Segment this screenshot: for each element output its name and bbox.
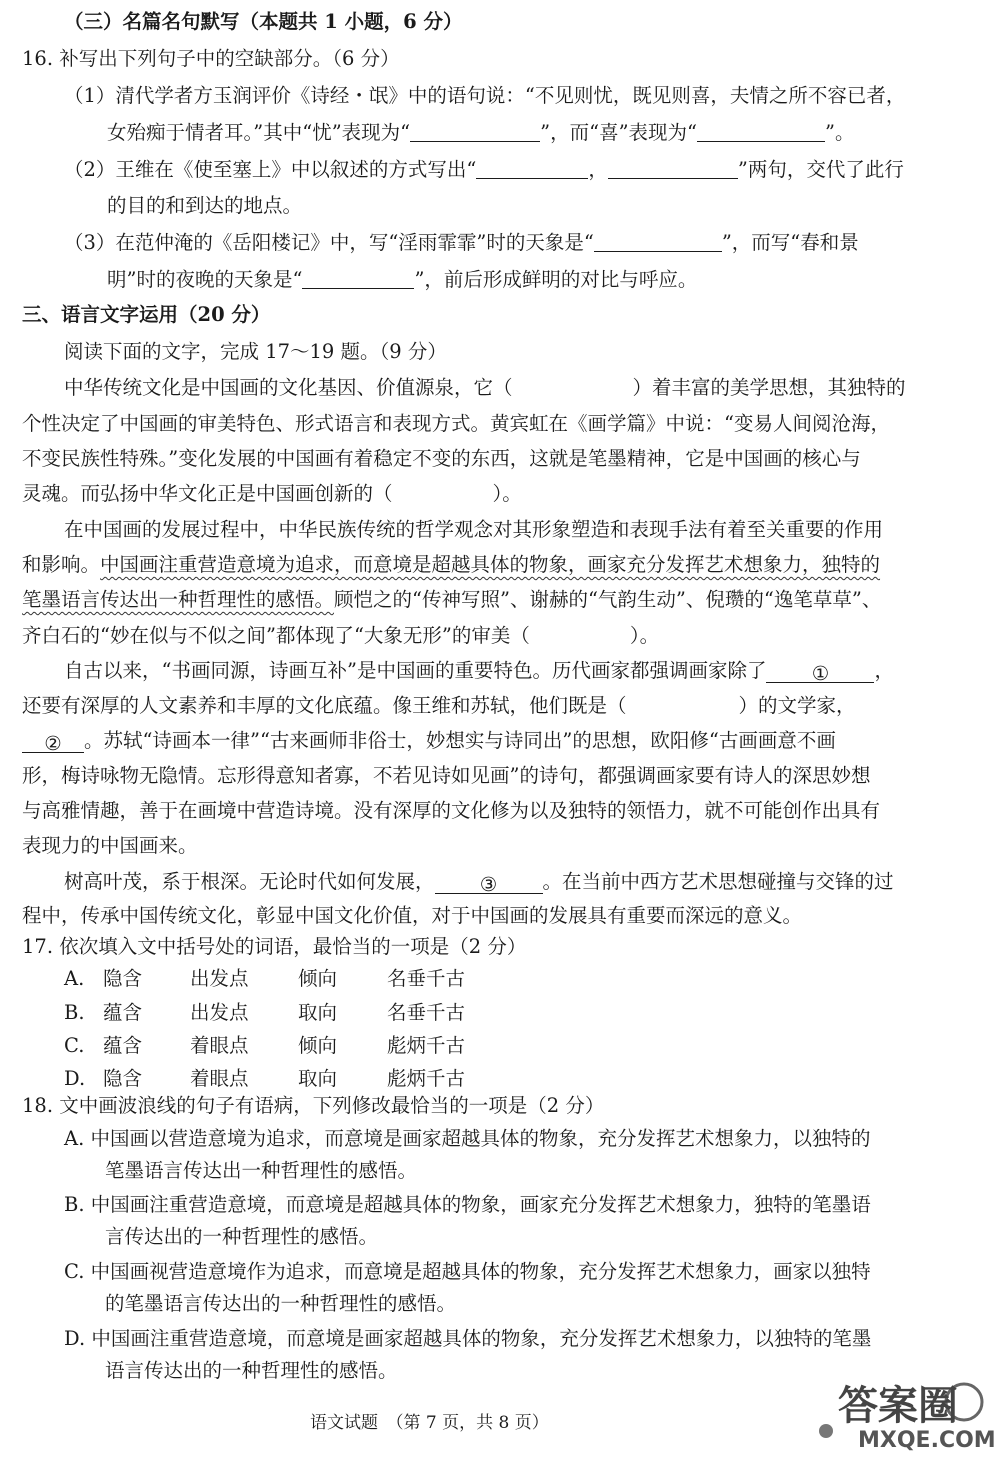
text: ）。 <box>629 624 660 647</box>
option-word: 倾向 <box>298 1034 338 1057</box>
passage-line: 与高雅情趣，善于在画境中营造诗境。没有深厚的文化修为以及独特的领悟力，就不可能创作出具有 <box>22 799 881 822</box>
text: 和影响。 <box>22 553 101 576</box>
q18-option-c[interactable]: C. 中国画视营造意境作为追求，而意境是超越具体的物象，充分发挥艺术想象力，画家以独特 <box>64 1260 871 1283</box>
answer-blank[interactable] <box>410 123 540 142</box>
text: 中华传统文化是中国画的文化基因、价值源泉，它（ <box>64 376 513 399</box>
q18-option-d[interactable]: D. 中国画注重营造意境，而意境是画家超越具体的物象，充分发挥艺术想象力，以独特的笔墨 <box>64 1327 872 1350</box>
text: ”。 <box>825 121 855 144</box>
option-label: D. <box>64 1067 86 1090</box>
circled-number: ③ <box>479 873 498 896</box>
numbered-blank-2[interactable] <box>22 734 84 753</box>
text: ）的文学家， <box>738 694 856 717</box>
page-footer: 语文试题 （第 7 页，共 8 页） <box>310 1413 549 1433</box>
text: ”，而写“春和景 <box>721 231 859 254</box>
q18-option-b[interactable]: B. 中国画注重营造意境，而意境是超越具体的物象，画家充分发挥艺术想象力，独特的笔墨语 <box>64 1193 871 1216</box>
passage-line: 不变民族性特殊。”变化发展的中国画有着稳定不变的东西，这就是笔墨精神，它是中国画的核心与 <box>22 447 861 470</box>
text: 灵魂。而弘扬中华文化正是中国画创新的（ <box>22 482 393 505</box>
q16-stem: 16. 补写出下列句子中的空缺部分。（6 分） <box>22 47 400 70</box>
q16-item1-line2 <box>107 123 855 143</box>
option-word: 着眼点 <box>190 1034 249 1057</box>
q18-option-b-cont: 言传达出的一种哲理性的感悟。 <box>105 1225 379 1248</box>
q16-item3-line2 <box>107 270 697 290</box>
q16-item2-line2: 的目的和到达的地点。 <box>107 194 303 217</box>
passage-line <box>22 626 659 646</box>
option-word: 名垂千古 <box>387 967 466 990</box>
passage-line <box>64 872 894 894</box>
text: 齐白石的“妙在似与不似之间”都体现了“大象无形”的审美（ <box>22 624 530 647</box>
answer-blank[interactable] <box>476 160 588 179</box>
option-word: 取向 <box>298 1067 338 1090</box>
circled-number: ② <box>44 732 62 755</box>
answer-blank[interactable] <box>594 233 722 252</box>
text: 明”时的夜晚的天象是“ <box>107 268 303 291</box>
q16-item2-line1 <box>64 160 904 180</box>
text: （3）在范仲淹的《岳阳楼记》中，写“淫雨霏霏”时的天象是“ <box>64 231 594 254</box>
passage-line <box>64 378 906 398</box>
passage-line: 形，梅诗咏物无隐情。忘形得意知者寡，不若见诗如见画”的诗句，都强调画家要有诗人的深思妙想 <box>22 764 871 787</box>
option-word: 蕴含 <box>103 1001 143 1024</box>
option-word: 名垂千古 <box>387 1001 466 1024</box>
text: ”两句，交代了此行 <box>737 158 904 181</box>
text: 自古以来，“书画同源，诗画互补”是中国画的重要特色。历代画家都强调画家除了 <box>64 659 767 682</box>
q18-option-d-cont: 语言传达出的一种哲理性的感悟。 <box>105 1359 398 1382</box>
q18-option-a-cont: 笔墨语言传达出一种哲理性的感悟。 <box>105 1159 418 1182</box>
answer-blank[interactable] <box>302 270 414 289</box>
option-word: 彪炳千古 <box>387 1034 466 1057</box>
passage-line <box>22 696 856 716</box>
option-word: 彪炳千古 <box>387 1067 466 1090</box>
answer-blank[interactable] <box>608 160 738 179</box>
circled-number: ① <box>811 662 830 685</box>
passage-line: 表现力的中国画来。 <box>22 834 198 857</box>
option-word: 出发点 <box>190 1001 249 1024</box>
section-heading-3: （三）名篇名句默写（本题共 1 小题，6 分） <box>64 10 463 33</box>
text: 女殆痴于情者耳。”其中“忧”表现为“ <box>107 121 411 144</box>
text: ， <box>874 659 894 682</box>
passage-line <box>64 661 894 683</box>
answer-blank[interactable] <box>697 123 825 142</box>
passage-line: 在中国画的发展过程中，中华民族传统的哲学观念对其形象塑造和表现手法有着至关重要的作用 <box>64 518 884 541</box>
numbered-blank-1[interactable] <box>766 664 874 683</box>
option-word: 蕴含 <box>103 1034 143 1057</box>
text: ， <box>588 158 608 181</box>
q18-stem: 18. 文中画波浪线的句子有语病，下列修改最恰当的一项是（2 分） <box>22 1094 605 1117</box>
wavy-underlined-sentence: 中国画注重营造意境为追求，而意境是超越具体的物象，画家充分发挥艺术想象力，独特的 <box>100 553 881 576</box>
passage-line <box>22 555 880 575</box>
option-label: C. <box>64 1034 85 1057</box>
option-word: 隐含 <box>103 967 143 990</box>
wavy-underlined-sentence: 笔墨语言传达出一种哲理性的感悟。 <box>22 588 335 611</box>
passage-line: 程中，传承中国传统文化，彰显中国文化价值，对于中国画的发展具有重要而深远的意义。 <box>22 904 803 927</box>
part3-heading: 三、语言文字运用（20 分） <box>22 303 271 326</box>
text: ）。 <box>492 482 522 505</box>
text: 顾恺之的“传神写照”、谢赫的“气韵生动”、倪瓒的“逸笔草草”、 <box>334 588 882 611</box>
q16-item3-line1 <box>64 233 859 253</box>
passage-line: 个性决定了中国画的审美特色、形式语言和表现方式。黄宾虹在《画学篇》中说：“变易人间阅沧海， <box>22 412 890 435</box>
option-word: 隐含 <box>103 1067 143 1090</box>
q18-option-c-cont: 的笔墨语言传达出的一种哲理性的感悟。 <box>105 1292 457 1315</box>
reading-instruction: 阅读下面的文字，完成 17～19 题。（9 分） <box>64 340 447 363</box>
text: ”，而“喜”表现为“ <box>540 121 698 144</box>
text: ”，前后形成鲜明的对比与呼应。 <box>414 268 698 291</box>
option-word: 倾向 <box>298 967 338 990</box>
option-label: B. <box>64 1001 85 1024</box>
watermark-title: 答案圈 <box>838 1383 958 1429</box>
text: 。在当前中西方艺术思想碰撞与交锋的过 <box>542 870 894 893</box>
watermark-logo <box>818 1376 996 1456</box>
q16-item1-line1: （1）清代学者方玉润评价《诗经・氓》中的语句说：“不见则忧，既见则喜，夫情之所不容已者， <box>64 84 906 107</box>
option-word: 着眼点 <box>190 1067 249 1090</box>
text: （2）王维在《使至塞上》中以叙述的方式写出“ <box>64 158 477 181</box>
option-word: 取向 <box>298 1001 338 1024</box>
text: 还要有深厚的人文素养和丰厚的文化底蕴。像王维和苏轼，他们既是（ <box>22 694 627 717</box>
text: 树高叶茂，系于根深。无论时代如何发展， <box>64 870 435 893</box>
watermark-url: MXQE.COM <box>858 1428 996 1453</box>
passage-line <box>22 731 836 753</box>
text: ）着丰富的美学思想，其独特的 <box>632 376 906 399</box>
option-label: A. <box>64 967 85 990</box>
q17-stem: 17. 依次填入文中括号处的词语，最恰当的一项是（2 分） <box>22 935 527 958</box>
q18-option-a[interactable]: A. 中国画以营造意境为追求，而意境是画家超越具体的物象，充分发挥艺术想象力，以独特的 <box>64 1127 871 1150</box>
passage-line <box>22 590 881 610</box>
passage-line <box>22 484 522 504</box>
text: 。苏轼“诗画本一律”“古来画师非俗士，妙想实与诗同出”的思想，欧阳修“古画画意不画 <box>84 729 836 752</box>
numbered-blank-3[interactable] <box>435 875 543 894</box>
option-word: 出发点 <box>190 967 249 990</box>
